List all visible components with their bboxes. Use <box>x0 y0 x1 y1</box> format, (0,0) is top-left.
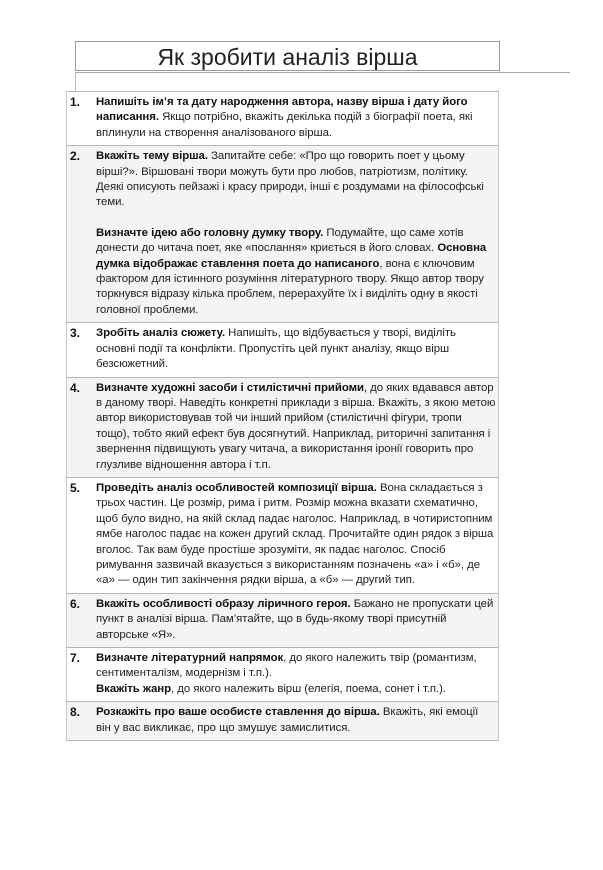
step-bold-text: Проведіть аналіз особливостей композиції вірша. <box>96 481 377 494</box>
step-plain-text: , до якого належить вірш (елегія, поема, сонет і т.п.). <box>171 682 446 695</box>
page-title: Як зробити аналіз вірша <box>157 44 418 70</box>
step-text <box>93 378 498 477</box>
step-plain-text: Бажано не пропускати цей пункт в аналізі вірша. Пам’ятайте, що в будь-якому творі присутній авторське «Я». <box>96 597 494 641</box>
step-bold-text: Розкажіть про ваше особисте ставлення до вірша. <box>96 706 380 719</box>
step-paragraph <box>96 149 496 211</box>
title-divider-vertical <box>75 72 76 91</box>
step-text <box>93 92 498 145</box>
step-plain-text: , до якого належить твір (романтизм, сентименталізм, модернізм і т.п.). <box>96 652 477 680</box>
step-plain-text: Якщо потрібно, вкажіть декілька подій з біографії поета, які вплинули на створення аналізованого вірша. <box>96 111 473 139</box>
step-plain-text: Вкажіть, які емоції він у вас викликає, про що змушує замислитися. <box>96 706 479 734</box>
title-divider <box>75 72 570 73</box>
step-bold-text: Вкажіть жанр <box>96 682 172 695</box>
step-row <box>66 702 499 741</box>
step-bold-text: Визначте художні засоби і стилістичні прийоми <box>96 381 364 394</box>
step-bold-text: Напишіть ім’я та дату народження автора, назву вірша і дату його написання. <box>96 96 468 124</box>
title-box <box>75 41 500 71</box>
step-paragraph <box>96 326 496 372</box>
steps-table <box>66 91 499 741</box>
step-number: 6. <box>70 596 81 611</box>
step-paragraph <box>96 95 496 141</box>
step-plain-text: Вона складається з трьох частин. Це розмір, рима і ритм. Розмір можна вказати схематично, щоб було видно, на якій склад падає наголос. Наприклад, в чотиристопним ямбе наголос падає на кожен другий склад. Прочитайте один рядок з вірша вголос. Так вам буде простіше зрозуміти, як падає наголос. Спосіб римування зазвичай вказується з використанням позначень «а» і «б», де «а» — один тип закінчення рядки вірша, а «б» — другий тип. <box>96 481 494 587</box>
step-text <box>93 702 498 740</box>
step-bold-text: Вкажіть особливості образу ліричного героя. <box>96 597 351 610</box>
step-paragraph <box>96 682 496 697</box>
step-paragraph <box>96 226 496 318</box>
step-plain-text: , до яких вдавався автор в даному творі. Наведіть конкретні приклади з вірша. Вкажіть, з якою метою автор використовував той чи інший прийом (стилістичні фігури, тропи тощо), тобто який ефект був досягнутий. Наприклад, риторичні запитання і звернення підвищують увагу читача, а використання іронії говорить про глузливе відношення автора і т.п. <box>96 381 496 471</box>
step-number: 7. <box>70 651 81 665</box>
step-text <box>93 478 498 593</box>
step-row <box>66 478 499 594</box>
step-plain-text: Подумайте, що саме хотів донести до читача поет, яке «послання» криється в його словах. <box>96 226 464 255</box>
step-number: 8. <box>70 705 81 720</box>
step-plain-text: Напишіть, що відбувається у творі, виділіть основні події та конфлікти. Пропустіть цей пункт аналізу, якщо вірш безсюжетний. <box>96 327 456 371</box>
step-row <box>66 594 499 648</box>
step-row <box>66 146 499 323</box>
step-text <box>93 594 498 647</box>
step-text <box>93 146 498 322</box>
step-number: 5. <box>70 480 81 495</box>
step-paragraph <box>96 651 496 682</box>
step-number: 3. <box>70 326 81 341</box>
step-row <box>66 323 499 377</box>
step-text <box>93 323 498 376</box>
step-bold-text: Зробіть аналіз сюжету. <box>96 327 226 340</box>
step-row <box>66 92 499 146</box>
step-row <box>66 648 499 702</box>
step-number: 4. <box>70 380 81 395</box>
step-paragraph <box>96 381 496 473</box>
step-paragraph <box>96 597 496 643</box>
step-plain-text: Запитайте себе: «Про що говорить поет у цьому вірші?». Віршовані твори можуть бути про любов, патріотизм, політику. Деякі описують пейзажі і красу природи, інші є роздумами на філософські теми. <box>96 150 484 209</box>
step-paragraph <box>96 481 496 589</box>
step-row <box>66 378 499 478</box>
step-number: 1. <box>70 95 81 109</box>
step-bold-text: Визначте ідею або головну думку твору. <box>96 226 324 239</box>
step-bold-text: Визначте літературний напрямок <box>96 652 284 664</box>
step-text <box>93 648 498 701</box>
step-paragraph <box>96 705 496 736</box>
step-plain-text: , вона є ключовим фактором для істинного розуміння літературного твору. Якщо автор твору торкнувся відразу кілька проблем, перерахуйте їх і виділіть одну в якості головної проблеми. <box>96 257 484 316</box>
step-number: 2. <box>70 149 81 164</box>
step-bold-text: Основна думка відображає ставлення поета до написаного <box>96 242 487 270</box>
step-bold-text: Вкажіть тему вірша. <box>96 150 208 163</box>
